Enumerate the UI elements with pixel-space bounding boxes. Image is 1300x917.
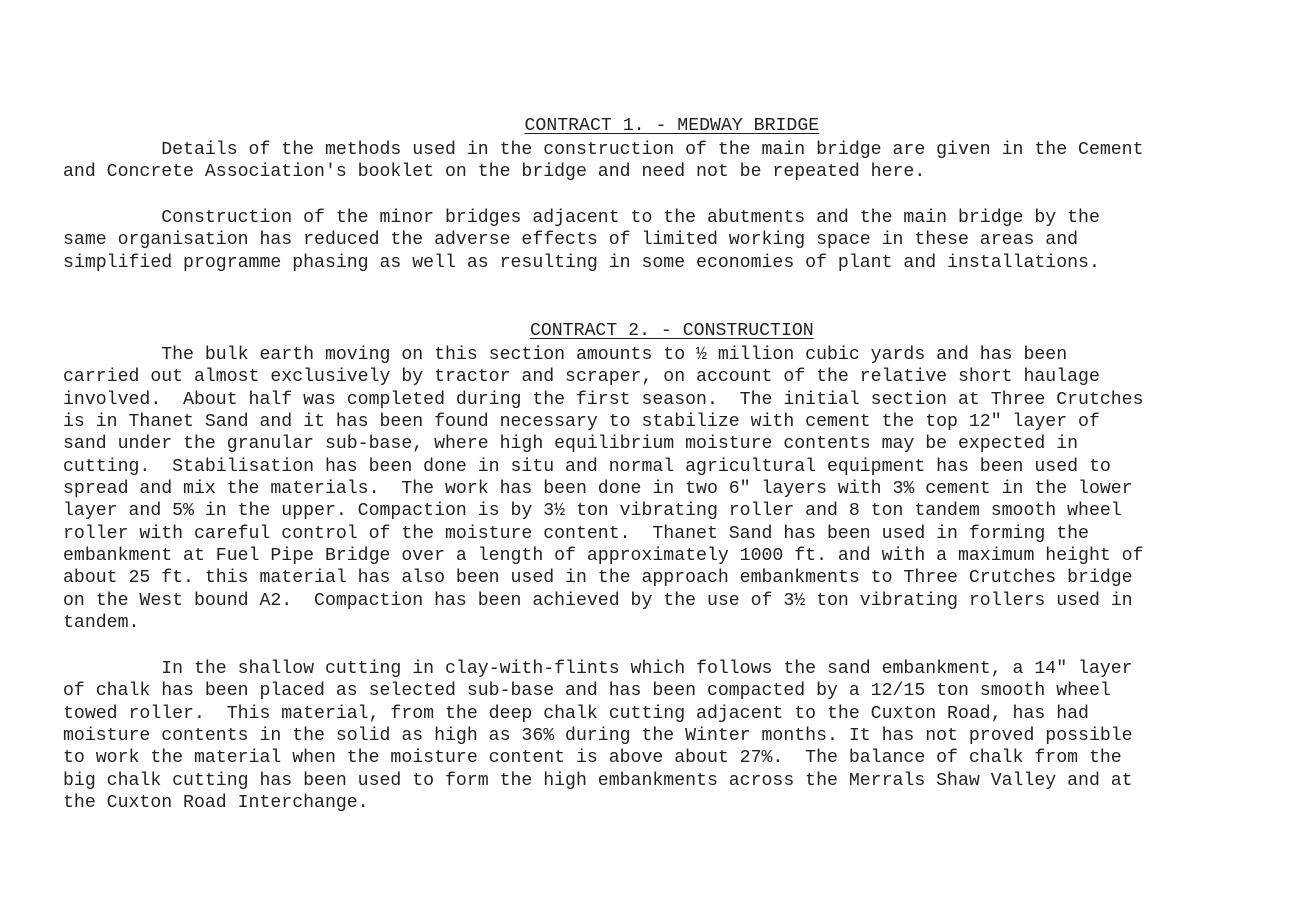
text-line: Construction of the minor bridges adjacent to the abutments and the main bridge by the bbox=[63, 208, 1100, 228]
text-line: simplified programme phasing as well as resulting in some economies of plant and installations. bbox=[63, 252, 1100, 273]
text-line: and Concrete Association's booklet on the bridge and need not be repeated here. bbox=[63, 162, 926, 183]
paragraph-shallow-cutting bbox=[63, 658, 1293, 814]
text-line: towed roller. This material, from the deep chalk cutting adjacent to the Cuxton Road, has had bbox=[63, 703, 1089, 724]
paragraph-minor-bridges bbox=[63, 207, 1293, 274]
text-line: moisture contents in the solid as high as 36% during the Winter months. It has not proved possible bbox=[63, 726, 1133, 747]
text-line: carried out almost exclusively by tractor and scraper, on account of the relative short haulage bbox=[63, 367, 1100, 388]
text-line: spread and mix the materials. The work has been done in two 6" layers with 3% cement in the lower bbox=[63, 479, 1133, 500]
text-line: on the West bound A2. Compaction has been achieved by the use of 3½ ton vibrating rollers used in bbox=[63, 590, 1133, 611]
text-line: tandem. bbox=[63, 613, 140, 634]
section-heading-text: CONTRACT 1. - MEDWAY BRIDGE bbox=[524, 116, 820, 136]
text-line: to work the material when the moisture content is above about 27%. The balance of chalk from the bbox=[63, 748, 1122, 769]
text-line: layer and 5% in the upper. Compaction is by 3½ ton vibrating roller and 8 ton tandem smooth wheel bbox=[63, 501, 1122, 522]
text-line: of chalk has been placed as selected sub-base and has been compacted by a 12/15 ton smooth wheel bbox=[63, 681, 1111, 702]
text-line: about 25 ft. this material has also been used in the approach embankments to Three Crutches bridge bbox=[63, 568, 1133, 589]
text-line: the Cuxton Road Interchange. bbox=[63, 793, 369, 814]
section-heading-text: CONTRACT 2. - CONSTRUCTION bbox=[529, 321, 814, 341]
text-line: Details of the methods used in the construction of the main bridge are given in the Cement bbox=[63, 140, 1144, 160]
text-line: cutting. Stabilisation has been done in situ and normal agricultural equipment has been used to bbox=[63, 456, 1111, 477]
text-line: The bulk earth moving on this section amounts to ½ million cubic yards and has been bbox=[63, 345, 1068, 365]
text-line: same organisation has reduced the adverse effects of limited working space in these areas and bbox=[63, 230, 1079, 251]
paragraph-medway-bridge-details bbox=[63, 139, 1293, 184]
text-line: big chalk cutting has been used to form the high embankments across the Merrals Shaw Valley and at bbox=[63, 770, 1133, 791]
text-line: roller with careful control of the moisture content. Thanet Sand has been used in forming the bbox=[63, 523, 1089, 544]
text-line: is in Thanet Sand and it has been found necessary to stabilize with cement the top 12" layer of bbox=[63, 412, 1100, 433]
text-line: embankment at Fuel Pipe Bridge over a length of approximately 1000 ft. and with a maximum height of bbox=[63, 546, 1144, 567]
text-line: In the shallow cutting in clay-with-flints which follows the sand embankment, a 14" layer bbox=[63, 659, 1133, 679]
text-line: sand under the granular sub-base, where high equilibrium moisture contents may be expected in bbox=[63, 434, 1079, 455]
text-line: involved. About half was completed during the first season. The initial section at Three Crutches bbox=[63, 389, 1144, 410]
paragraph-bulk-earth-moving bbox=[63, 344, 1293, 634]
